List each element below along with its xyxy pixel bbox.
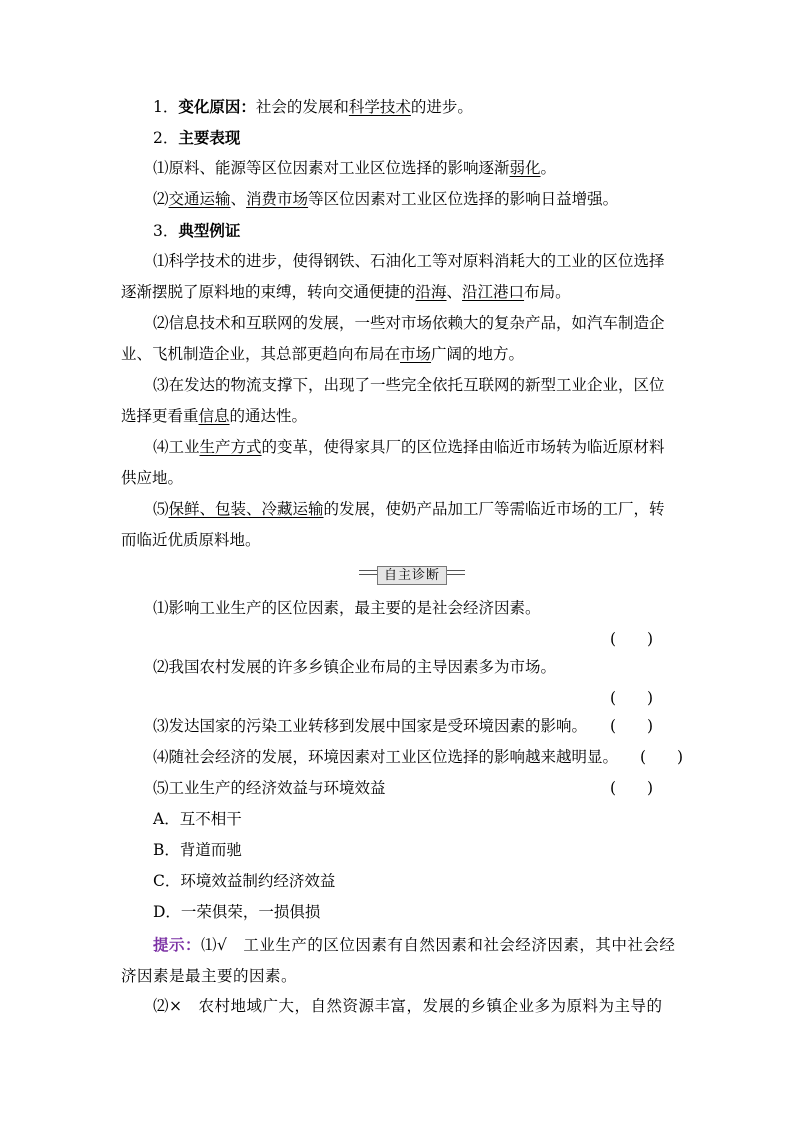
underlined-answer: 保鲜、包装、冷藏运输 [168,500,324,518]
underlined-answer: 科学技术 [348,98,411,116]
answer-blank-2[interactable]: ( ) [610,689,654,707]
underlined-answer: 交通运输 [168,190,231,208]
underlined-answer: 沿江港口 [462,283,525,301]
banner-label: 自主诊断 [377,566,447,585]
answer-blank-4[interactable]: ( ) [640,748,684,766]
item-2-title: 主要表现 [178,128,241,147]
option-c[interactable]: C．环境效益制约经济效益 [153,872,336,890]
example-4: ⑷工业生产方式的变革，使得家具厂的区位选择由临近市场转为临近原材料供应地。 [121,438,665,487]
question-3: ⑶发达国家的污染工业转移到发展中国家是受环境因素的影响。 [153,717,588,735]
question-1: ⑴影响工业生产的区位因素，最主要的是社会经济因素。 [153,599,541,617]
item-2-heading: 2．主要表现 [153,128,241,147]
underlined-answer: 消费市场 [246,190,309,208]
underlined-answer: 生产方式 [199,438,262,456]
item-1-title: 变化原因： [178,97,256,116]
item-3-title: 典型例证 [178,221,241,240]
example-5: ⑸保鲜、包装、冷藏运输的发展，使奶产品加工厂等需临近市场的工厂，转而临近优质原料地。 [121,500,665,549]
option-d[interactable]: D．一荣俱荣，一损俱损 [153,903,321,921]
item-1-cause: 1．变化原因：社会的发展和科学技术的进步。 [153,97,473,116]
answer-blank-5[interactable]: ( ) [610,779,654,797]
underlined-answer: 市场 [400,345,432,363]
underlined-answer: 信息 [198,407,230,425]
item-2-point-1: ⑴原料、能源等区位因素对工业区位选择的影响逐渐弱化。 [153,159,557,177]
example-2: ⑵信息技术和互联网的发展，一些对市场依赖大的复杂产品，如汽车制造企业、飞机制造企业，其总部更趋向布局在市场广阔的地方。 [121,314,665,363]
underlined-answer: 弱化 [509,159,541,177]
answer-blank-3[interactable]: ( ) [610,717,654,735]
question-2: ⑵我国农村发展的许多乡镇企业布局的主导因素多为市场。 [153,658,557,676]
example-1: ⑴科学技术的进步，使得钢铁、石油化工等对原料消耗大的工业的区位选择逐渐摆脱了原料地的束缚，转向交通便捷的沿海、沿江港口布局。 [121,252,665,301]
hint-label: 提示： [153,935,202,954]
self-diagnosis-banner [359,566,465,584]
hint-2: ⑵× 农村地域广大，自然资源丰富，发展的乡镇企业多为原料为主导的 [153,997,663,1015]
underlined-answer: 沿海 [415,283,447,301]
option-b[interactable]: B．背道而驰 [153,841,242,859]
answer-blank-1[interactable]: ( ) [610,630,654,648]
option-a[interactable]: A．互不相干 [153,810,242,828]
question-4: ⑷随社会经济的发展，环境因素对工业区位选择的影响越来越明显。 [153,748,619,766]
item-3-heading: 3．典型例证 [153,221,241,240]
hint-1: 提示：⑴√ 工业生产的区位因素有自然因素和社会经济因素，其中社会经济因素是最主要的因素。 [121,935,676,985]
example-3: ⑶在发达的物流支撑下，出现了一些完全依托互联网的新型工业企业，区位选择更看重信息的通达性。 [121,376,665,425]
question-5: ⑸工业生产的经济效益与环境效益 [153,779,386,797]
item-2-point-2: ⑵交通运输、消费市场等区位因素对工业区位选择的影响日益增强。 [153,190,619,208]
